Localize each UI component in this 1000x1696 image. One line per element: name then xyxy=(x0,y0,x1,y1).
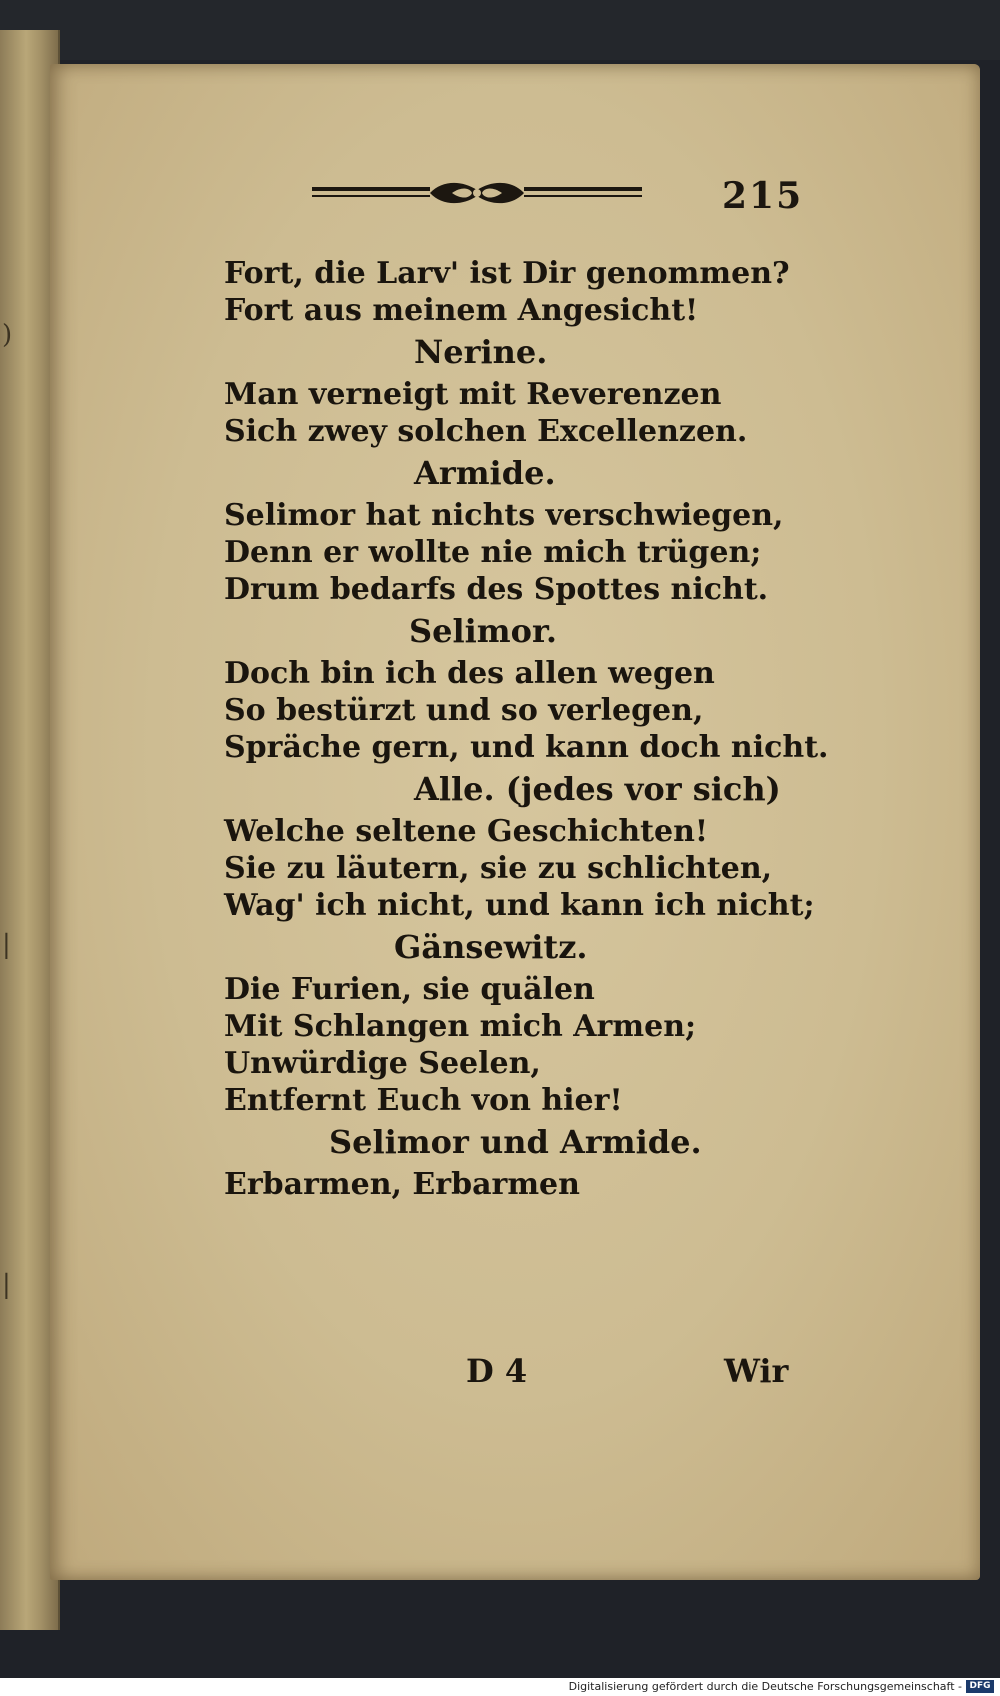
verse-line: So bestürzt und so verlegen, xyxy=(224,693,704,728)
spine-mark: | xyxy=(2,1270,11,1300)
speaker-name: Selimor und Armide. xyxy=(329,1123,702,1161)
spine-mark: ) xyxy=(2,320,13,350)
verse-line: Die Furien, sie quälen xyxy=(224,972,595,1007)
verse-text-block xyxy=(224,255,829,1203)
digitization-credit: Digitalisierung gefördert durch die Deutsche Forschungsgemeinschaft - xyxy=(568,1680,962,1693)
verse-line: Doch bin ich des allen wegen xyxy=(224,656,715,691)
verse-line: Denn er wollte nie mich trügen; xyxy=(224,535,762,570)
scan-background xyxy=(0,0,1000,60)
verse-line: Mit Schlangen mich Armen; xyxy=(224,1009,697,1044)
speaker-name: Selimor. xyxy=(409,612,558,650)
verse-line: Man verneigt mit Reverenzen xyxy=(224,377,722,412)
speaker-name: Nerine. xyxy=(414,333,548,371)
speaker-name: Alle. (jedes vor sich) xyxy=(414,770,781,808)
verse-line: Entfernt Euch von hier! xyxy=(224,1083,623,1118)
verse-line: Welche seltene Geschichten! xyxy=(224,814,709,849)
speaker-name: Armide. xyxy=(414,454,556,492)
verse-line: Sich zwey solchen Excellenzen. xyxy=(224,414,748,449)
page-number: 215 xyxy=(722,175,804,217)
signature-mark: D 4 xyxy=(466,1352,528,1390)
verse-line: Fort aus meinem Angesicht! xyxy=(224,293,699,328)
verse-line: Erbarmen, Erbarmen xyxy=(224,1167,580,1202)
verse-line: Sie zu läutern, sie zu schlichten, xyxy=(224,851,773,886)
verse-line: Selimor hat nichts verschwiegen, xyxy=(224,498,784,533)
verse-line: Wag' ich nicht, und kann ich nicht; xyxy=(224,888,815,923)
spine-mark: | xyxy=(2,930,11,960)
verse-line: Fort, die Larv' ist Dir genommen? xyxy=(224,256,790,291)
verse-line: Unwürdige Seelen, xyxy=(224,1046,541,1081)
ornament-rule xyxy=(312,176,642,210)
dfg-logo: DFG xyxy=(966,1680,994,1693)
verse-line: Drum bedarfs des Spottes nicht. xyxy=(224,572,769,607)
verse-line: Spräche gern, und kann doch nicht. xyxy=(224,730,829,765)
speaker-name: Gänsewitz. xyxy=(394,928,588,966)
catchword: Wir xyxy=(724,1352,789,1390)
